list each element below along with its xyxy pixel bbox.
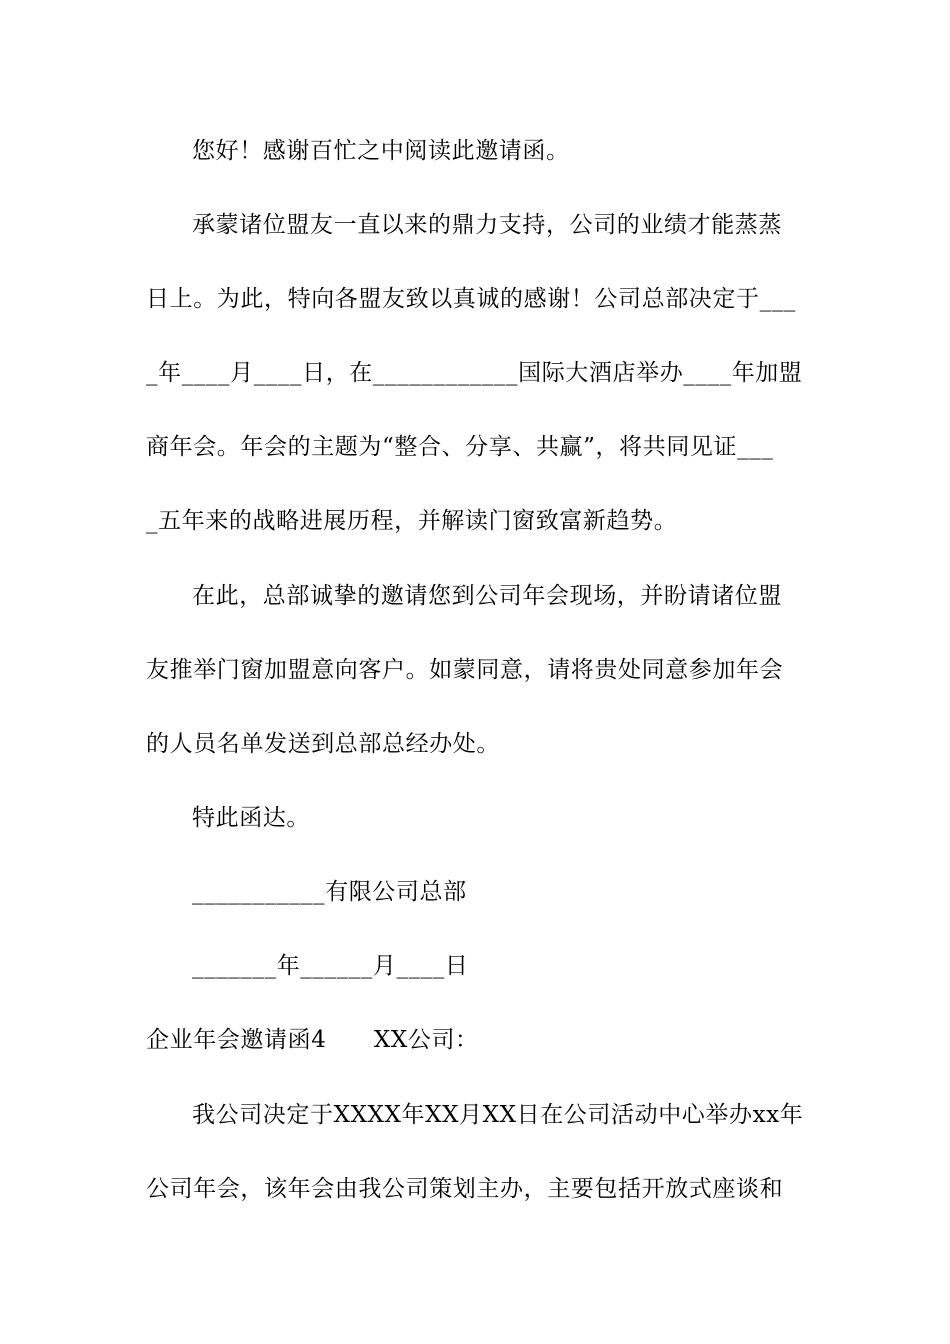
paragraph-line: 在此，总部诚挚的邀请您到公司年会现场，并盼请诸位盟 [192,583,782,609]
paragraph-line: _五年来的战略进展历程，并解读门窗致富新趋势。 [146,508,678,534]
paragraph-line: 公司年会，该年会由我公司策划主办，主要包括开放式座谈和 [146,1176,784,1202]
paragraph-line: _年____月____日，在____________国际大酒店举办____年加盟 [146,360,803,386]
paragraph-line: 商年会。年会的主题为“整合、分享、共赢”，将共同见证___ [146,434,774,460]
signature-company: ___________有限公司总部 [192,879,467,905]
paragraph-line: 的人员名单发送到总部总经办处。 [146,731,500,757]
paragraph-line: 承蒙诸位盟友一直以来的鼎力支持，公司的业绩才能蒸蒸 [192,212,782,238]
paragraph-line: 友推举门窗加盟意向客户。如蒙同意，请将贵处同意参加年会 [146,657,784,683]
section-heading: 企业年会邀请函4 XX公司： [146,1027,479,1053]
paragraph-line: 我公司决定于XXXX年XX月XX日在公司活动中心举办xx年 [192,1102,804,1128]
paragraph-line: 日上。为此，特向各盟友致以真诚的感谢！公司总部决定于___ [146,286,796,312]
closing-phrase: 特此函达。 [192,805,310,831]
signature-date: _______年______月____日 [192,953,469,979]
paragraph-greeting: 您好！感谢百忙之中阅读此邀请函。 [192,138,570,164]
